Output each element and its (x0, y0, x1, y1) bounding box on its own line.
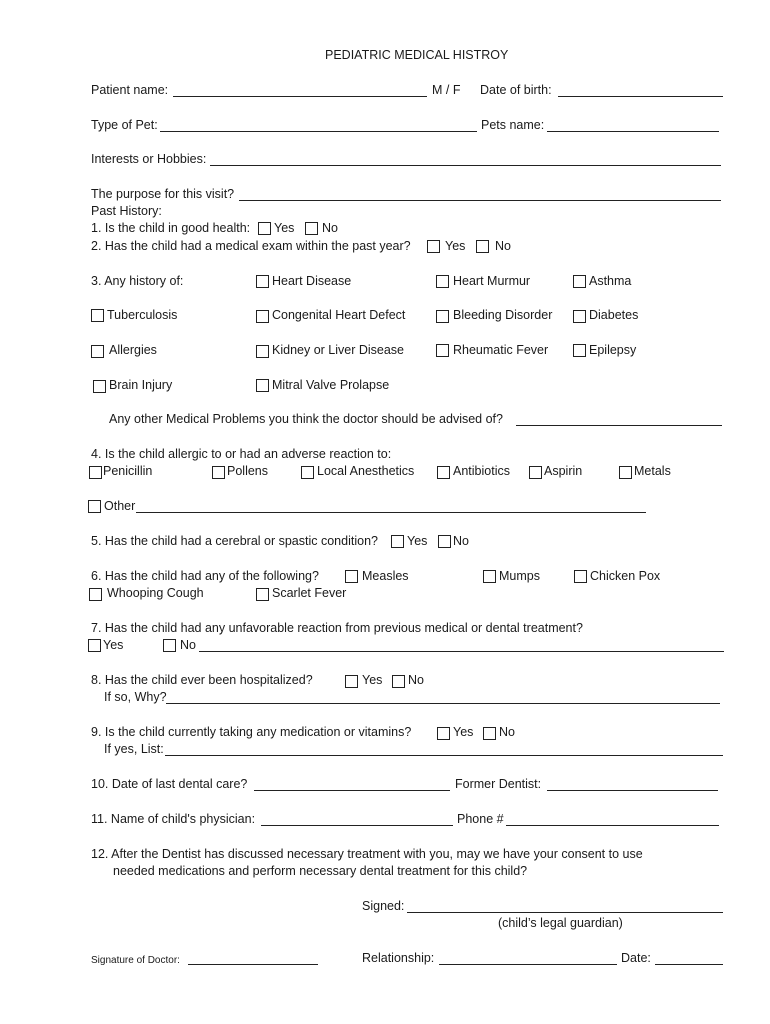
history-kidney-liver-label: Kidney or Liver Disease (272, 343, 405, 357)
pet-type-label: Type of Pet: (91, 118, 158, 132)
q1-yes-label: Yes (274, 221, 295, 235)
allergy-local-anesthetics-label: Local Anesthetics (317, 464, 415, 478)
condition-measles-label: Measles (362, 569, 409, 583)
q7-details-field[interactable] (199, 651, 724, 652)
history-mitral-valve-label: Mitral Valve Prolapse (272, 378, 390, 392)
allergy-antibiotics-label: Antibiotics (453, 464, 510, 478)
dob-field[interactable] (558, 96, 723, 97)
allergy-local-anesthetics-checkbox[interactable] (301, 466, 314, 479)
history-bleeding-disorder-checkbox[interactable] (436, 310, 449, 323)
pet-name-label: Pets name: (481, 118, 545, 132)
purpose-label: The purpose for this visit? (91, 187, 235, 201)
q10-text: 10. Date of last dental care? (91, 777, 248, 791)
history-rheumatic-fever-checkbox[interactable] (436, 344, 449, 357)
history-allergies-checkbox[interactable] (91, 345, 104, 358)
doctor-signature-field[interactable] (188, 964, 318, 965)
purpose-field[interactable] (239, 200, 721, 201)
history-epilepsy-checkbox[interactable] (573, 344, 586, 357)
interests-field[interactable] (210, 165, 721, 166)
allergy-metals-checkbox[interactable] (619, 466, 632, 479)
former-dentist-field[interactable] (547, 790, 718, 791)
phone-field[interactable] (506, 825, 719, 826)
history-congenital-heart-defect-label: Congenital Heart Defect (272, 308, 406, 322)
history-rheumatic-fever-label: Rheumatic Fever (453, 343, 549, 357)
guardian-signature-field[interactable] (407, 912, 723, 913)
patient-name-field[interactable] (173, 96, 427, 97)
q9-text: 9. Is the child currently taking any medication or vitamins? (91, 725, 412, 739)
q2-no-label: No (495, 239, 511, 253)
history-heart-murmur-label: Heart Murmur (453, 274, 531, 288)
allergy-pollens-label: Pollens (227, 464, 268, 478)
relationship-label: Relationship: (362, 951, 435, 965)
q5-no-label: No (453, 534, 469, 548)
condition-mumps-label: Mumps (499, 569, 540, 583)
allergy-antibiotics-checkbox[interactable] (437, 466, 450, 479)
q5-yes-label: Yes (407, 534, 428, 548)
signed-label: Signed: (362, 899, 405, 913)
q6-text: 6. Has the child had any of the following? (91, 569, 319, 583)
history-diabetes-checkbox[interactable] (573, 310, 586, 323)
q11-text: 11. Name of child's physician: (91, 812, 256, 826)
history-asthma-checkbox[interactable] (573, 275, 586, 288)
history-bleeding-disorder-label: Bleeding Disorder (453, 308, 553, 322)
q1-no-label: No (322, 221, 338, 235)
q7-yes-label: Yes (103, 638, 124, 652)
condition-scarlet-fever-label: Scarlet Fever (272, 586, 347, 600)
former-dentist-label: Former Dentist: (455, 777, 542, 791)
q9-no-label: No (499, 725, 515, 739)
q5-yes-checkbox[interactable] (391, 535, 404, 548)
dob-label: Date of birth: (480, 83, 552, 97)
q2-text: 2. Has the child had a medical exam within the past year? (91, 239, 411, 253)
allergy-aspirin-checkbox[interactable] (529, 466, 542, 479)
condition-chicken-pox-label: Chicken Pox (590, 569, 661, 583)
q9-yes-label: Yes (453, 725, 474, 739)
q4-text: 4. Is the child allergic to or had an adverse reaction to: (91, 447, 392, 461)
other-problems-field[interactable] (516, 425, 722, 426)
q1-text: 1. Is the child in good health: (91, 221, 251, 235)
history-diabetes-label: Diabetes (589, 308, 639, 322)
history-congenital-heart-defect-checkbox[interactable] (256, 310, 269, 323)
q8-followup-label: If so, Why? (104, 690, 167, 704)
date-label: Date: (621, 951, 651, 965)
history-epilepsy-label: Epilepsy (589, 343, 637, 357)
condition-measles-checkbox[interactable] (345, 570, 358, 583)
history-heart-murmur-checkbox[interactable] (436, 275, 449, 288)
q8-reason-field[interactable] (166, 703, 720, 704)
q9-no-checkbox[interactable] (483, 727, 496, 740)
q9-followup-label: If yes, List: (104, 742, 164, 756)
q3-text: 3. Any history of: (91, 274, 184, 288)
q5-text: 5. Has the child had a cerebral or spastic condition? (91, 534, 378, 548)
history-asthma-label: Asthma (589, 274, 632, 288)
history-heart-disease-label: Heart Disease (272, 274, 352, 288)
q5-no-checkbox[interactable] (438, 535, 451, 548)
q7-no-checkbox[interactable] (163, 639, 176, 652)
q8-yes-label: Yes (362, 673, 383, 687)
history-tuberculosis-label: Tuberculosis (107, 308, 178, 322)
q9-yes-checkbox[interactable] (437, 727, 450, 740)
q9-medication-list-field[interactable] (165, 755, 723, 756)
history-tuberculosis-checkbox[interactable] (91, 309, 104, 322)
condition-whooping-cough-label: Whooping Cough (107, 586, 204, 600)
page-title: PEDIATRIC MEDICAL HISTROY (325, 48, 509, 62)
allergy-other-label: Other (104, 499, 136, 513)
past-history-label: Past History: (91, 204, 162, 218)
allergy-penicillin-checkbox[interactable] (89, 466, 102, 479)
allergy-aspirin-label: Aspirin (544, 464, 583, 478)
physician-name-field[interactable] (261, 825, 453, 826)
history-allergies-label: Allergies (109, 343, 157, 357)
q2-yes-label: Yes (445, 239, 466, 253)
last-dental-care-field[interactable] (254, 790, 450, 791)
q8-yes-checkbox[interactable] (345, 675, 358, 688)
pet-name-field[interactable] (547, 131, 719, 132)
q8-no-label: No (408, 673, 424, 687)
pet-type-field[interactable] (160, 131, 477, 132)
q7-text: 7. Has the child had any unfavorable reaction from previous medical or dental treatment? (91, 621, 583, 635)
q1-yes-checkbox[interactable] (258, 222, 271, 235)
q1-no-checkbox[interactable] (305, 222, 318, 235)
interests-label: Interests or Hobbies: (91, 152, 207, 166)
sex-label: M / F (432, 83, 461, 97)
condition-scarlet-fever-checkbox[interactable] (256, 588, 269, 601)
relationship-field[interactable] (439, 964, 617, 965)
q8-text: 8. Has the child ever been hospitalized? (91, 673, 313, 687)
history-heart-disease-checkbox[interactable] (256, 275, 269, 288)
guardian-caption: (child’s legal guardian) (498, 916, 623, 930)
q12-line2: needed medications and perform necessary dental treatment for this child? (113, 864, 528, 878)
allergy-other-checkbox[interactable] (88, 500, 101, 513)
history-kidney-liver-checkbox[interactable] (256, 345, 269, 358)
q12-line1: 12. After the Dentist has discussed necessary treatment with you, may we have your consent to use (91, 847, 643, 861)
q7-yes-checkbox[interactable] (88, 639, 101, 652)
condition-mumps-checkbox[interactable] (483, 570, 496, 583)
allergy-metals-label: Metals (634, 464, 671, 478)
allergy-other-field[interactable] (136, 512, 646, 513)
condition-whooping-cough-checkbox[interactable] (89, 588, 102, 601)
other-problems-label: Any other Medical Problems you think the doctor should be advised of? (109, 412, 503, 426)
history-brain-injury-label: Brain Injury (109, 378, 173, 392)
history-mitral-valve-checkbox[interactable] (256, 379, 269, 392)
date-field[interactable] (655, 964, 723, 965)
condition-chicken-pox-checkbox[interactable] (574, 570, 587, 583)
q2-yes-checkbox[interactable] (427, 240, 440, 253)
q7-no-label: No (180, 638, 196, 652)
patient-name-label: Patient name: (91, 83, 169, 97)
doctor-signature-label: Signature of Doctor: (91, 955, 180, 966)
allergy-penicillin-label: Penicillin (103, 464, 153, 478)
history-brain-injury-checkbox[interactable] (93, 380, 106, 393)
q8-no-checkbox[interactable] (392, 675, 405, 688)
q2-no-checkbox[interactable] (476, 240, 489, 253)
allergy-pollens-checkbox[interactable] (212, 466, 225, 479)
phone-label: Phone # (457, 812, 504, 826)
